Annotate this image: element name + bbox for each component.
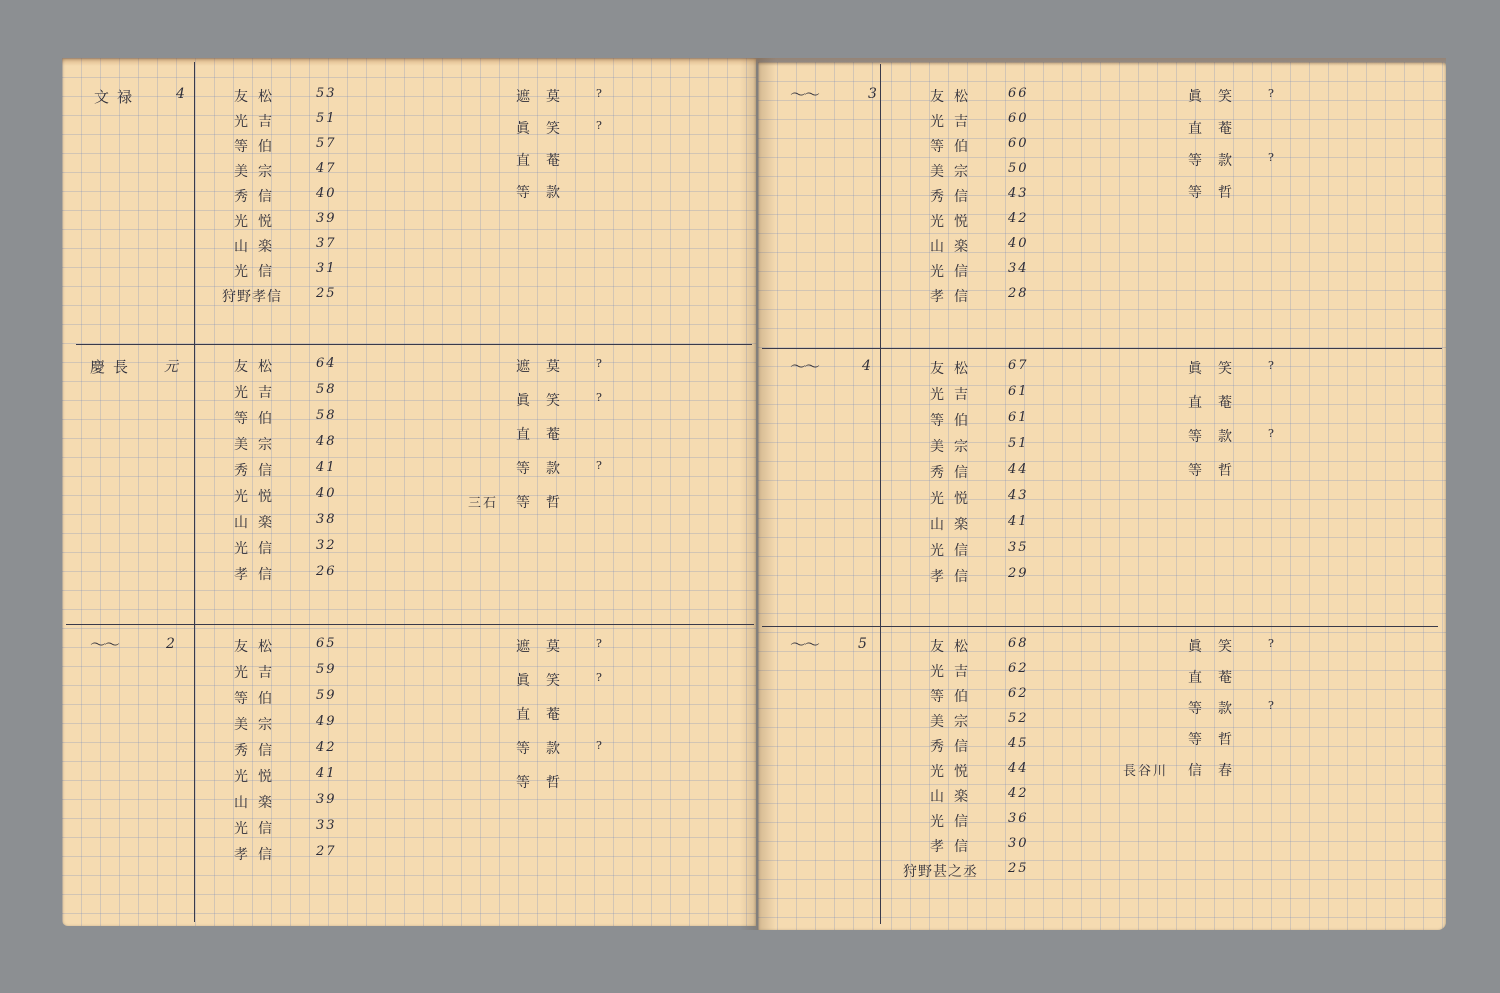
painter-age: 62 — [1008, 686, 1029, 701]
painter-age: 50 — [1008, 161, 1029, 176]
ditto-wave-mark: 〜〜 — [790, 357, 819, 376]
painter-age: 41 — [316, 460, 337, 475]
painter-name: 美宗 — [930, 714, 978, 730]
era-name: 文禄 — [94, 88, 141, 106]
monk-painter-name: 眞笑 — [516, 121, 576, 137]
painter-age: 34 — [1008, 261, 1029, 276]
painter-age: 25 — [316, 286, 337, 301]
monk-painter-name: 等哲 — [516, 495, 576, 511]
painter-name: 狩野孝信 — [222, 289, 282, 305]
monk-painter-name: 眞笑 — [516, 673, 576, 689]
uncertain-mark: ? — [1268, 699, 1274, 712]
painter-name: 孝信 — [930, 569, 978, 585]
painter-name: 光信 — [234, 264, 282, 280]
painter-name: 友松 — [930, 361, 978, 377]
painter-name: 光悦 — [930, 491, 978, 507]
uncertain-mark: ? — [596, 357, 602, 370]
monk-painter-name: 等哲 — [1188, 185, 1248, 201]
monk-painter-name: 等哲 — [1188, 463, 1248, 479]
painter-name: 光悦 — [930, 214, 978, 230]
monk-painter-name: 等款 — [1188, 701, 1248, 717]
painter-age: 52 — [1008, 711, 1029, 726]
ditto-wave-mark: 〜〜 — [790, 635, 819, 654]
uncertain-mark: ? — [596, 671, 602, 684]
painter-name: 光吉 — [234, 385, 282, 401]
uncertain-mark: ? — [596, 391, 602, 404]
painter-age: 42 — [1008, 211, 1029, 226]
painter-age: 48 — [316, 434, 337, 449]
painter-age: 66 — [1008, 86, 1029, 101]
painter-age: 31 — [316, 261, 337, 276]
painter-name: 光信 — [930, 264, 978, 280]
monk-painter-name: 眞笑 — [516, 393, 576, 409]
uncertain-mark: ? — [1268, 151, 1274, 164]
painter-name: 美宗 — [234, 164, 282, 180]
painter-name: 美宗 — [234, 717, 282, 733]
painter-age: 35 — [1008, 540, 1029, 555]
painter-age: 61 — [1008, 384, 1029, 399]
painter-name: 美宗 — [930, 164, 978, 180]
year-number: 4 — [176, 86, 185, 102]
painter-name: 秀信 — [930, 189, 978, 205]
painter-name: 山楽 — [234, 795, 282, 811]
year-number: 2 — [166, 636, 175, 652]
painter-age: 41 — [316, 766, 337, 781]
uncertain-mark: ? — [1268, 637, 1274, 650]
painter-name: 光信 — [930, 814, 978, 830]
painter-age: 29 — [1008, 566, 1029, 581]
painter-age: 51 — [316, 111, 337, 126]
painter-age: 25 — [1008, 861, 1029, 876]
painter-name: 等伯 — [930, 413, 978, 429]
painter-name: 友松 — [234, 639, 282, 655]
painter-name: 友松 — [930, 639, 978, 655]
monk-painter-name: 等款 — [516, 741, 576, 757]
monk-painter-name: 直菴 — [1188, 395, 1248, 411]
monk-name-prefix: 三石 — [468, 496, 499, 511]
monk-painter-name: 眞笑 — [1188, 639, 1248, 655]
painter-name: 光吉 — [234, 665, 282, 681]
painter-name: 等伯 — [234, 411, 282, 427]
ditto-wave-mark: 〜〜 — [90, 635, 119, 654]
painter-age: 59 — [316, 688, 337, 703]
monk-painter-name: 遮莫 — [516, 639, 576, 655]
monk-painter-name: 等款 — [516, 461, 576, 477]
monk-painter-name: 遮莫 — [516, 89, 576, 105]
painter-age: 42 — [316, 740, 337, 755]
monk-name-prefix: 長谷川 — [1123, 764, 1169, 779]
painter-age: 68 — [1008, 636, 1029, 651]
painter-age: 43 — [1008, 186, 1029, 201]
painter-age: 61 — [1008, 410, 1029, 425]
painter-age: 33 — [316, 818, 337, 833]
right-divider-1 — [762, 348, 1442, 349]
painter-age: 47 — [316, 161, 337, 176]
painter-age: 36 — [1008, 811, 1029, 826]
monk-painter-name: 遮莫 — [516, 359, 576, 375]
painter-age: 37 — [316, 236, 337, 251]
year-number: 3 — [868, 86, 877, 102]
monk-painter-name: 等款 — [1188, 153, 1248, 169]
painter-name: 美宗 — [930, 439, 978, 455]
left-divider-2 — [66, 624, 754, 625]
painter-name: 光信 — [930, 543, 978, 559]
painter-name: 光悦 — [234, 214, 282, 230]
year-number: 5 — [858, 636, 867, 652]
painter-age: 49 — [316, 714, 337, 729]
painter-name: 光信 — [234, 541, 282, 557]
monk-painter-name: 直菴 — [516, 707, 576, 723]
painter-name: 秀信 — [234, 463, 282, 479]
year-number: 元 — [164, 359, 178, 375]
painter-age: 42 — [1008, 786, 1029, 801]
monk-painter-name: 直菴 — [516, 153, 576, 169]
uncertain-mark: ? — [596, 739, 602, 752]
painter-age: 64 — [316, 356, 337, 371]
right-divider-2 — [762, 626, 1438, 627]
painter-name: 友松 — [930, 89, 978, 105]
painter-name: 光吉 — [930, 387, 978, 403]
painter-age: 59 — [316, 662, 337, 677]
painter-name: 山楽 — [234, 515, 282, 531]
painter-age: 40 — [316, 186, 337, 201]
painter-age: 43 — [1008, 488, 1029, 503]
painter-name: 等伯 — [234, 139, 282, 155]
ditto-wave-mark: 〜〜 — [790, 85, 819, 104]
painter-name: 秀信 — [930, 739, 978, 755]
monk-painter-name: 直菴 — [1188, 121, 1248, 137]
painter-name: 狩野甚之丞 — [903, 864, 978, 880]
uncertain-mark: ? — [596, 459, 602, 472]
uncertain-mark: ? — [1268, 87, 1274, 100]
painter-name: 等伯 — [930, 139, 978, 155]
painter-age: 58 — [316, 408, 337, 423]
painter-age: 28 — [1008, 286, 1029, 301]
painter-name: 光吉 — [234, 114, 282, 130]
painter-age: 40 — [1008, 236, 1029, 251]
painter-age: 38 — [316, 512, 337, 527]
painter-name: 山楽 — [930, 517, 978, 533]
painter-name: 光悦 — [234, 769, 282, 785]
painter-age: 41 — [1008, 514, 1029, 529]
monk-painter-name: 信春 — [1188, 763, 1248, 779]
painter-name: 等伯 — [234, 691, 282, 707]
painter-age: 58 — [316, 382, 337, 397]
painter-age: 57 — [316, 136, 337, 151]
uncertain-mark: ? — [596, 87, 602, 100]
painter-age: 27 — [316, 844, 337, 859]
painter-age: 32 — [316, 538, 337, 553]
painter-name: 山楽 — [930, 239, 978, 255]
painter-age: 67 — [1008, 358, 1029, 373]
painter-name: 友松 — [234, 359, 282, 375]
left-divider-1 — [76, 344, 752, 345]
painter-age: 51 — [1008, 436, 1029, 451]
painter-name: 美宗 — [234, 437, 282, 453]
painter-age: 53 — [316, 86, 337, 101]
monk-painter-name: 等哲 — [516, 775, 576, 791]
painter-age: 30 — [1008, 836, 1029, 851]
monk-painter-name: 眞笑 — [1188, 361, 1248, 377]
painter-age: 44 — [1008, 462, 1029, 477]
painter-age: 60 — [1008, 111, 1029, 126]
painter-name: 秀信 — [234, 189, 282, 205]
monk-painter-name: 等款 — [516, 185, 576, 201]
painter-name: 光吉 — [930, 114, 978, 130]
painter-name: 山楽 — [234, 239, 282, 255]
painter-name: 友松 — [234, 89, 282, 105]
painter-name: 孝信 — [234, 567, 282, 583]
monk-painter-name: 直菴 — [1188, 670, 1248, 686]
painter-age: 40 — [316, 486, 337, 501]
painter-age: 60 — [1008, 136, 1029, 151]
monk-painter-name: 等款 — [1188, 429, 1248, 445]
painter-name: 孝信 — [930, 839, 978, 855]
monk-painter-name: 直菴 — [516, 427, 576, 443]
painter-age: 62 — [1008, 661, 1029, 676]
painter-name: 孝信 — [234, 847, 282, 863]
painter-name: 山楽 — [930, 789, 978, 805]
uncertain-mark: ? — [596, 119, 602, 132]
painter-name: 光悦 — [930, 764, 978, 780]
painter-name: 孝信 — [930, 289, 978, 305]
painter-age: 39 — [316, 792, 337, 807]
painter-age: 65 — [316, 636, 337, 651]
monk-painter-name: 眞笑 — [1188, 89, 1248, 105]
painter-name: 光吉 — [930, 664, 978, 680]
uncertain-mark: ? — [596, 637, 602, 650]
uncertain-mark: ? — [1268, 359, 1274, 372]
painter-age: 44 — [1008, 761, 1029, 776]
painter-age: 39 — [316, 211, 337, 226]
era-name: 慶長 — [90, 358, 137, 376]
painter-age: 45 — [1008, 736, 1029, 751]
uncertain-mark: ? — [1268, 427, 1274, 440]
painter-age: 26 — [316, 564, 337, 579]
painter-name: 秀信 — [930, 465, 978, 481]
monk-painter-name: 等哲 — [1188, 732, 1248, 748]
painter-name: 光信 — [234, 821, 282, 837]
painter-name: 秀信 — [234, 743, 282, 759]
painter-name: 等伯 — [930, 689, 978, 705]
year-number: 4 — [862, 358, 871, 374]
painter-name: 光悦 — [234, 489, 282, 505]
